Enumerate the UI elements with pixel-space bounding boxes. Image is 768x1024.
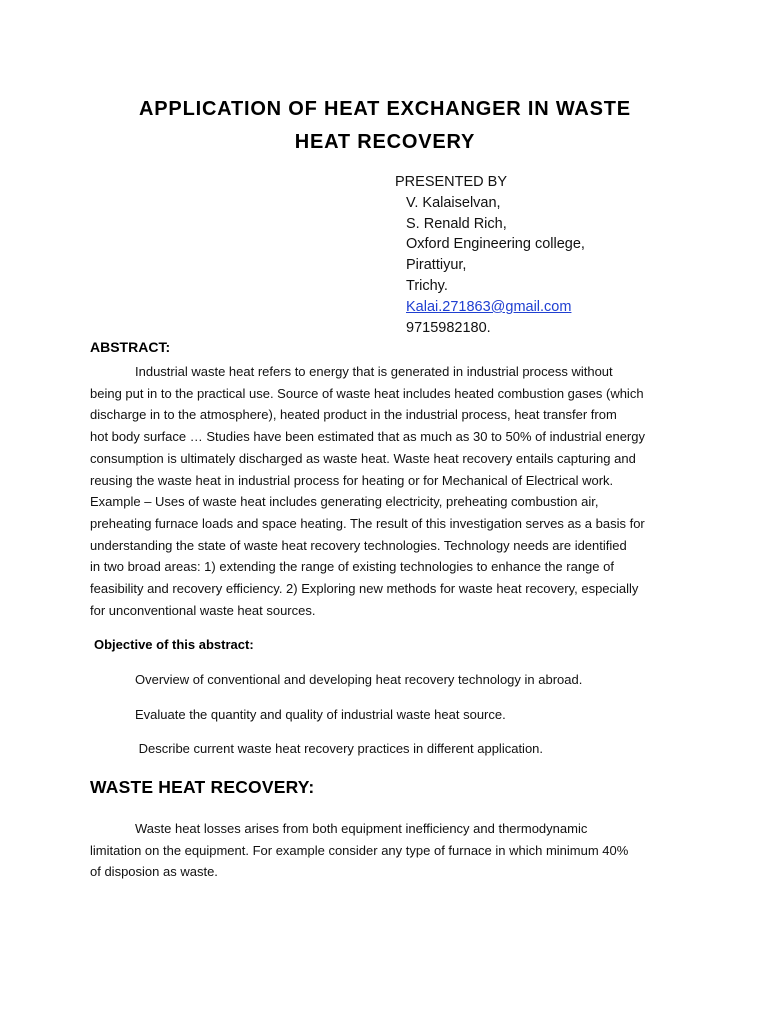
title-line-2: HEAT RECOVERY [294,131,476,153]
paragraph-line: of disposion as waste. [90,864,218,880]
paragraph-line: Industrial waste heat refers to energy that is generated in industrial process without [135,364,613,379]
waste-heat-recovery-heading: WASTE HEAT RECOVERY: [90,777,315,797]
abstract-paragraph [90,361,690,621]
objective-item: Overview of conventional and developing heat recovery technology in abroad. [135,672,583,687]
paragraph-line: consumption is ultimately discharged as waste heat. Waste heat recovery entails capturing and [90,450,636,466]
waste-heat-recovery-paragraph [90,818,690,883]
document-title [90,93,680,159]
paragraph-line: understanding the state of waste heat recovery technologies. Technology needs are identified [90,537,627,553]
paragraph-line: limitation on the equipment. For example consider any type of furnace in which minimum 40% [90,842,629,858]
title-line-1: APPLICATION OF HEAT EXCHANGER IN WASTE [139,98,631,120]
paragraph-line: reusing the waste heat in industrial process for heating or for Mechanical of Electrical work. [90,472,614,488]
paragraph-line: being put in to the practical use. Source of waste heat includes heated combustion gases (which [90,385,644,401]
presented-by-label: PRESENTED BY [395,174,507,190]
phone-number: 9715982180. [406,319,491,336]
paragraph-line: Waste heat losses arises from both equipment inefficiency and thermodynamic [135,821,588,836]
paragraph-line: in two broad areas: 1) extending the range of existing technologies to enhance the range of [90,559,614,575]
objective-heading: Objective of this abstract: [94,637,254,652]
paragraph-line: Example – Uses of waste heat includes generating electricity, preheating combustion air, [90,494,599,510]
paragraph-line: preheating furnace loads and space heating. The result of this investigation serves as a basis for [90,515,645,531]
paragraph-line: feasibility and recovery efficiency. 2) Exploring new methods for waste heat recovery, especially [90,581,639,597]
paragraph-line: for unconventional waste heat sources. [90,602,316,618]
paragraph-line: hot body surface … Studies have been estimated that as much as 30 to 50% of industrial energy [90,429,645,445]
abstract-heading: ABSTRACT: [90,339,171,355]
place-name: Pirattiyur, [406,257,467,274]
objective-item: Describe current waste heat recovery practices in different application. [135,741,544,756]
email-link[interactable]: Kalai.271863@gmail.com [406,298,572,315]
author-name: V. Kalaiselvan, [406,194,501,211]
college-name: Oxford Engineering college, [406,236,585,253]
paragraph-line: discharge in to the atmosphere), heated product in the industrial process, heat transfer from [90,407,617,423]
author-block [395,172,585,338]
city-name: Trichy. [406,277,448,294]
author-name: S. Renald Rich, [406,215,507,232]
objective-item: Evaluate the quantity and quality of industrial waste heat source. [135,707,506,722]
